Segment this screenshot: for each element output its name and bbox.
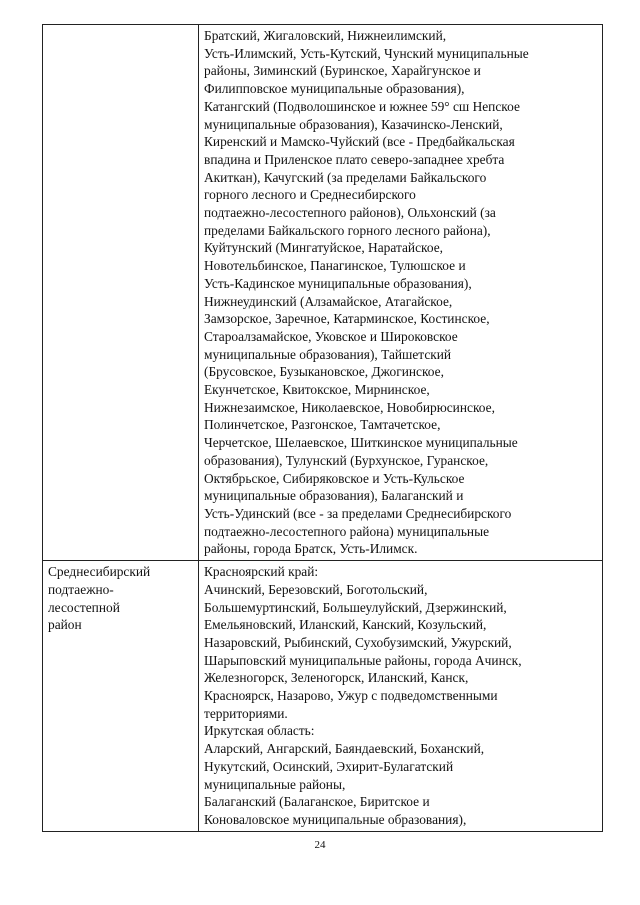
territory-cell [199, 25, 603, 561]
territory-text-line: Куйтунский (Мингатуйское, Наратайское, [204, 240, 443, 256]
territory-text-line: Замзорское, Заречное, Катарминское, Костинское, [204, 311, 490, 327]
territory-text-line: Шарыповский муниципальные районы, города Ачинск, [204, 652, 522, 668]
page-number: 24 [314, 839, 326, 851]
territory-text-line: Коноваловское муниципальные образования), [204, 811, 467, 827]
territory-text-line: Железногорск, Зеленогорск, Иланский, Канск, [204, 670, 469, 686]
territory-text-line: Киренский и Мамско-Чуйский (все - Предбайкальская [204, 134, 515, 150]
table-row [43, 561, 603, 832]
region-name-line: район [48, 617, 82, 633]
territory-text-line: Усть-Илимский, Усть-Кутский, Чунский муниципальные [204, 45, 529, 61]
regions-table [42, 24, 603, 832]
territory-text-line: Черчетское, Шелаевское, Шиткинское муниципальные [204, 435, 518, 451]
territory-text-line: Ачинский, Березовский, Боготольский, [204, 581, 428, 597]
region-cell [43, 25, 199, 561]
territory-text-line: Иркутская область: [204, 723, 315, 739]
region-cell [43, 561, 199, 832]
territory-text-line: подтаежно-лесостепного районов), Ольхонский (за [204, 205, 496, 221]
territory-text-line: Усть-Кадинское муниципальные образования), [204, 275, 472, 291]
territory-text-line: Новотельбинское, Панагинское, Тулюшское и [204, 258, 466, 274]
territory-text-line: районы, Зиминский (Буринское, Харайгунское и [204, 63, 481, 79]
table-row [43, 25, 603, 561]
territory-text-line: Усть-Удинский (все - за пределами Среднесибирского [204, 505, 512, 521]
territory-text-line: Акиткан), Качугский (за пределами Байкальского [204, 169, 487, 185]
territory-text-line: Нижнеудинский (Алзамайское, Атагайское, [204, 293, 453, 309]
territory-text-line: Катангский (Подволошинское и южнее 59° сш Непское [204, 98, 520, 114]
territory-text-line: муниципальные образования), Балаганский и [204, 488, 464, 504]
territory-text-line: Полинчетское, Разгонское, Тамтачетское, [204, 417, 441, 433]
territory-text-line: пределами Байкальского горного лесного района), [204, 222, 491, 238]
territory-text-line: территориями. [204, 705, 288, 721]
territory-text-line: муниципальные образования), Тайшетский [204, 346, 452, 362]
territory-cell [199, 561, 603, 832]
territory-text-line: Аларский, Ангарский, Баяндаевский, Боханский, [204, 741, 485, 757]
territory-text-line: Филипповское муниципальные образования), [204, 81, 465, 97]
territory-text-line: муниципальные районы, [204, 776, 346, 792]
territory-text-line: (Брусовское, Бузыкановское, Джогинское, [204, 364, 444, 380]
territory-text-line: Староалзамайское, Уковское и Широковское [204, 328, 458, 344]
territory-text-line: Нижнезаимское, Николаевское, Новобирюсинское, [204, 399, 495, 415]
territory-text-line: муниципальные образования), Казачинско-Ленский, [204, 116, 503, 132]
territory-text-line: впадина и Приленское плато северо-западнее хребта [204, 151, 505, 167]
territory-text-line: Балаганский (Балаганское, Биритское и [204, 794, 430, 810]
region-name-line: подтаежно- [48, 581, 114, 597]
territory-text-line: подтаежно-лесостепного района) муниципальные [204, 523, 490, 539]
territory-text-line: Емельяновский, Иланский, Канский, Козульский, [204, 617, 487, 633]
territory-text-line: Братский, Жигаловский, Нижнеилимский, [204, 28, 447, 43]
territory-text-line: образования), Тулунский (Бурхунское, Гуранское, [204, 452, 489, 468]
territory-text-line: Большемуртинский, Большеулуйский, Дзержинский, [204, 599, 507, 615]
region-name-line: Среднесибирский [48, 564, 151, 580]
territory-text-line: Нукутский, Осинский, Эхирит-Булагатский [204, 758, 454, 774]
territory-text-line: Октябрьское, Сибиряковское и Усть-Кульское [204, 470, 465, 486]
territory-text-line: Красноярск, Назарово, Ужур с подведомственными [204, 688, 498, 704]
region-name-line: лесостепной [48, 599, 120, 615]
territory-text-line: Назаровский, Рыбинский, Сухобузимский, Ужурский, [204, 634, 512, 650]
territory-text-line: Красноярский край: [204, 564, 319, 580]
territory-text-line: Екунчетское, Квитокское, Мирнинское, [204, 382, 430, 398]
territory-text-line: горного лесного и Среднесибирского [204, 187, 416, 203]
territory-text-line: районы, города Братск, Усть-Илимск. [204, 541, 418, 557]
